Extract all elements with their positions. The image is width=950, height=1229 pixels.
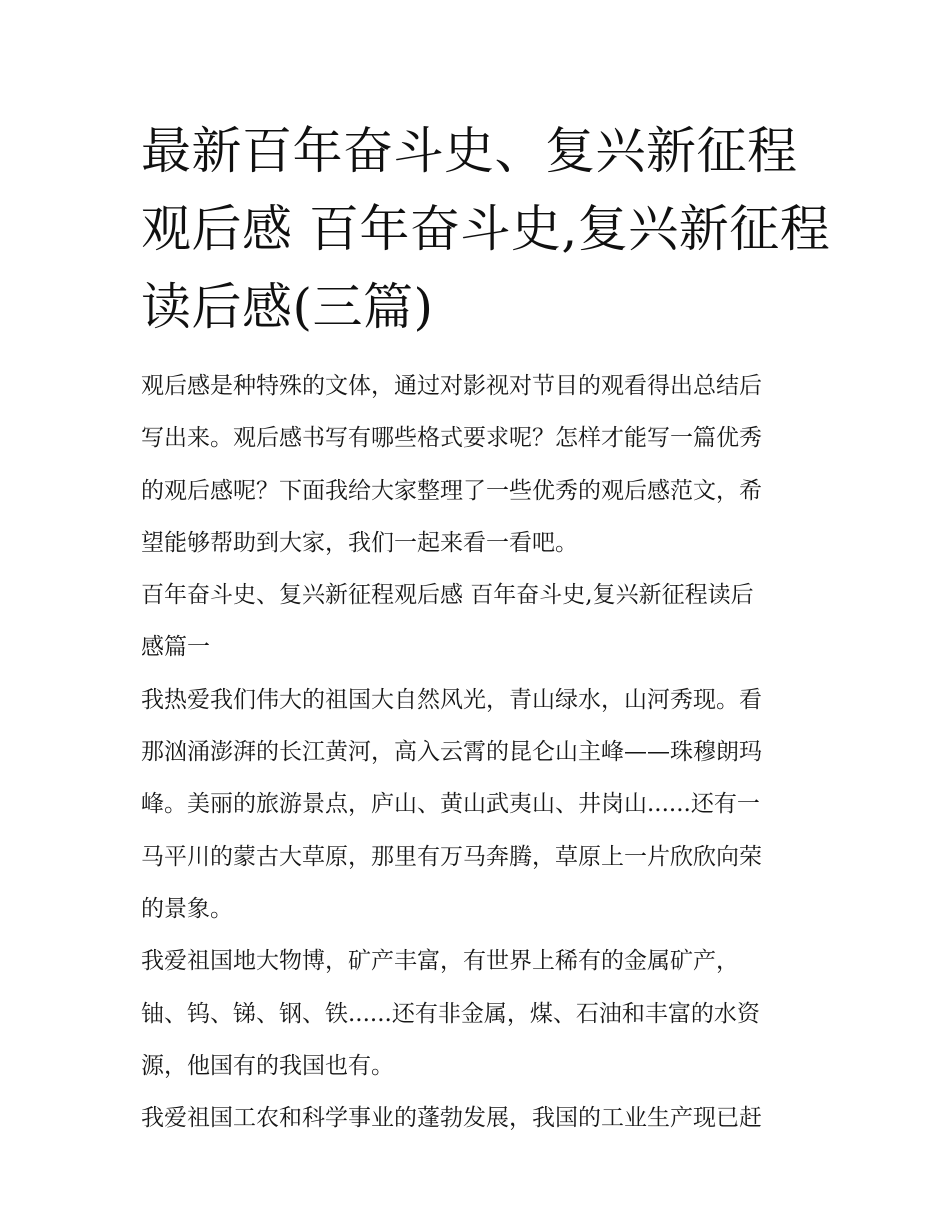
text-line: 源，他国有的我国也有。 <box>141 1052 394 1079</box>
body-paragraph <box>141 935 811 1092</box>
text-line: 我爱祖国工农和科学事业的蓬勃发展，我国的工业生产现已赶 <box>141 1105 762 1132</box>
body-paragraph <box>141 1092 811 1144</box>
text-line: 百年奋斗史、复兴新征程观后感 百年奋斗史,复兴新征程读后 <box>141 582 754 609</box>
document-title <box>141 112 831 346</box>
text-line: 我热爱我们伟大的祖国大自然风光，青山绿水，山河秀现。看 <box>141 686 762 713</box>
section-heading-paragraph <box>141 569 811 674</box>
intro-paragraph <box>141 360 811 569</box>
text-line: 观后感是种特殊的文体，通过对影视对节目的观看得出总结后 <box>141 373 762 399</box>
text-line: 望能够帮助到大家，我们一起来看一看吧。 <box>141 529 578 556</box>
document-content <box>141 112 831 1144</box>
text-line: 峰。美丽的旅游景点，庐山、黄山武夷山、井岗山......还有一 <box>141 791 760 818</box>
text-line: 那汹涌澎湃的长江黄河，高入云霄的昆仑山主峰——珠穆朗玛 <box>141 739 762 766</box>
text-line: 的景象。 <box>141 895 233 922</box>
text-line: 马平川的蒙古大草原，那里有万马奔腾，草原上一片欣欣向荣 <box>141 843 762 870</box>
title-line: 最新百年奋斗史、复兴新征程 <box>141 122 798 180</box>
document-body <box>141 360 811 1144</box>
text-line: 写出来。观后感书写有哪些格式要求呢？怎样才能写一篇优秀 <box>141 425 762 452</box>
text-line: 的观后感呢？下面我给大家整理了一些优秀的观后感范文，希 <box>141 477 762 504</box>
body-paragraph <box>141 674 811 935</box>
text-line: 感篇一 <box>141 634 210 661</box>
text-line: 我爱祖国地大物博，矿产丰富，有世界上稀有的金属矿产， <box>141 948 739 975</box>
title-line: 观后感 百年奋斗史,复兴新征程 <box>141 200 831 258</box>
text-line: 铀、钨、锑、钢、铁......还有非金属，煤、石油和丰富的水资 <box>141 1000 760 1027</box>
title-line: 读后感(三篇) <box>141 278 434 336</box>
